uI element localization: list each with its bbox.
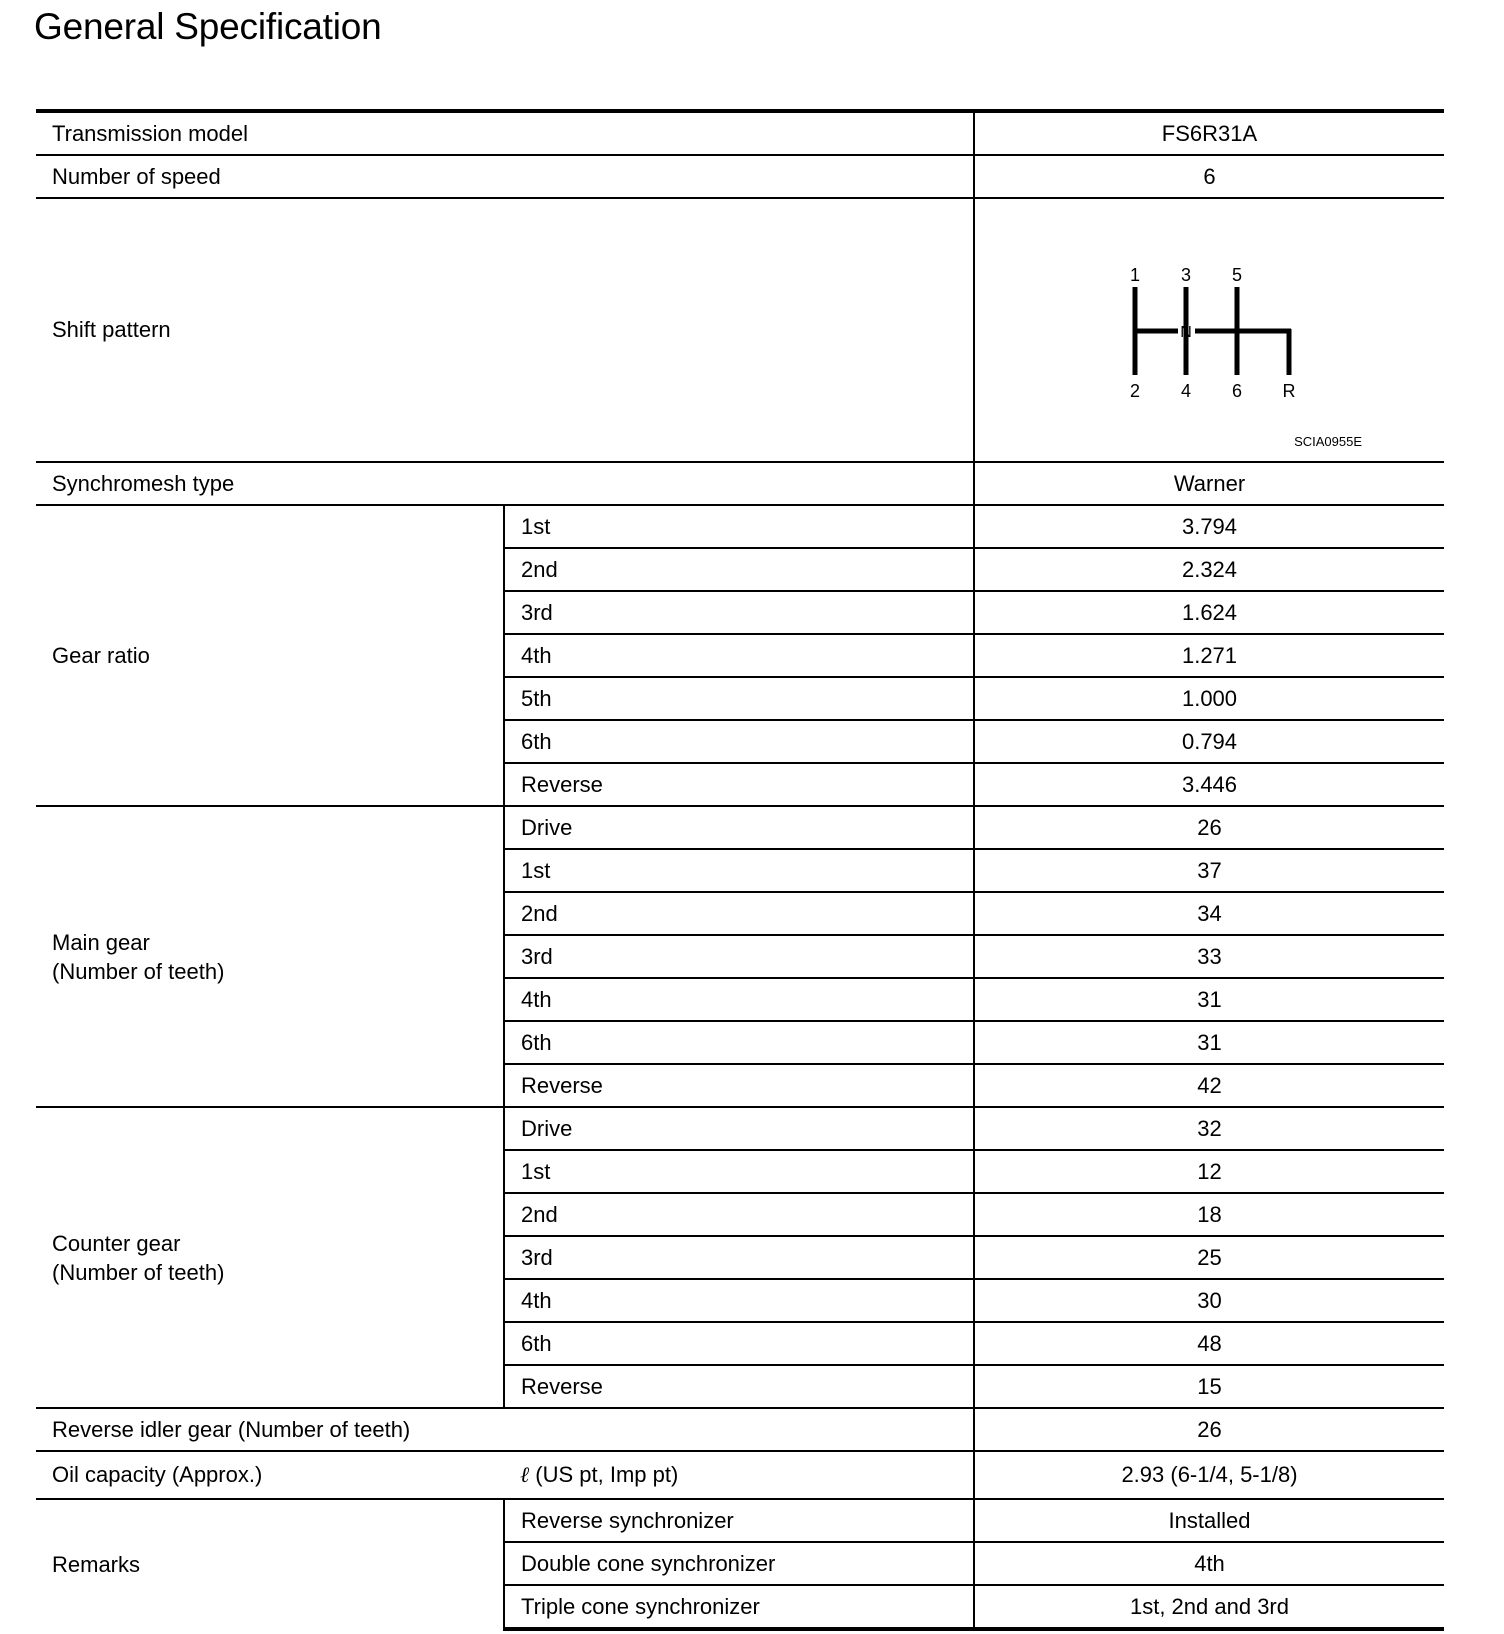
number-of-speed-label: Number of speed — [36, 155, 974, 198]
main-gear-gear: 2nd — [504, 892, 974, 935]
main-gear-label — [36, 806, 504, 1107]
main-gear-value: 42 — [974, 1064, 1444, 1107]
main-gear-gear: 6th — [504, 1021, 974, 1064]
gear-ratio-gear: 2nd — [504, 548, 974, 591]
oil-capacity-row — [36, 1451, 1444, 1499]
counter-gear-value: 15 — [974, 1365, 1444, 1408]
remarks-row — [36, 1499, 1444, 1542]
gear-ratio-value: 1.271 — [974, 634, 1444, 677]
main-gear-value: 31 — [974, 1021, 1444, 1064]
synchromesh-type-value: Warner — [974, 462, 1444, 505]
counter-gear-gear: 2nd — [504, 1193, 974, 1236]
transmission-model-label: Transmission model — [36, 111, 974, 155]
main-gear-gear: 3rd — [504, 935, 974, 978]
counter-gear-label-line2: (Number of teeth) — [52, 1259, 225, 1285]
counter-gear-value: 32 — [974, 1107, 1444, 1150]
shift-pattern-label: Shift pattern — [36, 198, 974, 462]
oil-capacity-label: Oil capacity (Approx.) — [36, 1451, 504, 1499]
main-gear-row — [36, 806, 1444, 849]
remarks-value: Installed — [974, 1499, 1444, 1542]
remarks-item: Triple cone synchronizer — [504, 1585, 974, 1629]
liter-symbol: ℓ — [520, 1463, 530, 1488]
main-gear-value: 31 — [974, 978, 1444, 1021]
oil-capacity-unit-text: (US pt, Imp pt) — [529, 1462, 679, 1487]
shift-label-reverse: R — [1282, 381, 1296, 401]
remarks-label: Remarks — [36, 1499, 504, 1629]
transmission-model-row — [36, 111, 1444, 155]
main-gear-label-line2: (Number of teeth) — [52, 958, 225, 984]
synchromesh-type-label: Synchromesh type — [36, 462, 974, 505]
main-gear-value: 26 — [974, 806, 1444, 849]
shift-label-4: 4 — [1180, 381, 1192, 401]
synchromesh-type-row — [36, 462, 1444, 505]
counter-gear-gear: 6th — [504, 1322, 974, 1365]
shift-label-6: 6 — [1231, 381, 1243, 401]
gear-ratio-gear: 5th — [504, 677, 974, 720]
counter-gear-value: 30 — [974, 1279, 1444, 1322]
gear-ratio-value: 1.624 — [974, 591, 1444, 634]
main-gear-gear: Drive — [504, 806, 974, 849]
counter-gear-gear: 1st — [504, 1150, 974, 1193]
gear-ratio-value: 2.324 — [974, 548, 1444, 591]
counter-gear-gear: Reverse — [504, 1365, 974, 1408]
counter-gear-value: 25 — [974, 1236, 1444, 1279]
gear-ratio-row — [36, 505, 1444, 548]
gear-ratio-value: 3.794 — [974, 505, 1444, 548]
gear-ratio-gear: 6th — [504, 720, 974, 763]
transmission-model-value: FS6R31A — [974, 111, 1444, 155]
figure-code: SCIA0955E — [1294, 434, 1362, 449]
counter-gear-gear: 4th — [504, 1279, 974, 1322]
main-gear-value: 34 — [974, 892, 1444, 935]
main-gear-gear: Reverse — [504, 1064, 974, 1107]
gear-ratio-value: 3.446 — [974, 763, 1444, 806]
main-gear-value: 33 — [974, 935, 1444, 978]
specification-table — [36, 109, 1444, 1631]
main-gear-value: 37 — [974, 849, 1444, 892]
counter-gear-value: 48 — [974, 1322, 1444, 1365]
counter-gear-label-line1: Counter gear — [52, 1230, 181, 1256]
oil-capacity-value: 2.93 (6-1/4, 5-1/8) — [974, 1451, 1444, 1499]
shift-pattern-row — [36, 198, 1444, 462]
shift-label-5: 5 — [1231, 265, 1243, 285]
shift-label-1: 1 — [1129, 265, 1141, 285]
number-of-speed-row — [36, 155, 1444, 198]
shift-label-neutral: N — [1180, 324, 1192, 341]
gear-ratio-gear: Reverse — [504, 763, 974, 806]
gear-ratio-label: Gear ratio — [36, 505, 504, 806]
page-title: General Specification — [34, 6, 382, 47]
reverse-idler-value: 26 — [974, 1408, 1444, 1451]
shift-label-2: 2 — [1129, 381, 1141, 401]
reverse-idler-label: Reverse idler gear (Number of teeth) — [36, 1408, 974, 1451]
shift-pattern-diagram — [1125, 265, 1305, 405]
remarks-item: Double cone synchronizer — [504, 1542, 974, 1585]
gear-ratio-gear: 3rd — [504, 591, 974, 634]
gear-ratio-gear: 4th — [504, 634, 974, 677]
reverse-idler-row — [36, 1408, 1444, 1451]
counter-gear-value: 18 — [974, 1193, 1444, 1236]
remarks-value: 1st, 2nd and 3rd — [974, 1585, 1444, 1629]
counter-gear-gear: 3rd — [504, 1236, 974, 1279]
counter-gear-value: 12 — [974, 1150, 1444, 1193]
main-gear-gear: 4th — [504, 978, 974, 1021]
main-gear-label-line1: Main gear — [52, 929, 150, 955]
number-of-speed-value: 6 — [974, 155, 1444, 198]
gear-ratio-value: 0.794 — [974, 720, 1444, 763]
shift-label-3: 3 — [1180, 265, 1192, 285]
oil-capacity-unit — [504, 1451, 974, 1499]
main-gear-gear: 1st — [504, 849, 974, 892]
gear-ratio-gear: 1st — [504, 505, 974, 548]
counter-gear-row — [36, 1107, 1444, 1150]
remarks-value: 4th — [974, 1542, 1444, 1585]
gear-ratio-value: 1.000 — [974, 677, 1444, 720]
shift-pattern-cell — [974, 198, 1444, 462]
counter-gear-label — [36, 1107, 504, 1408]
remarks-item: Reverse synchronizer — [504, 1499, 974, 1542]
counter-gear-gear: Drive — [504, 1107, 974, 1150]
